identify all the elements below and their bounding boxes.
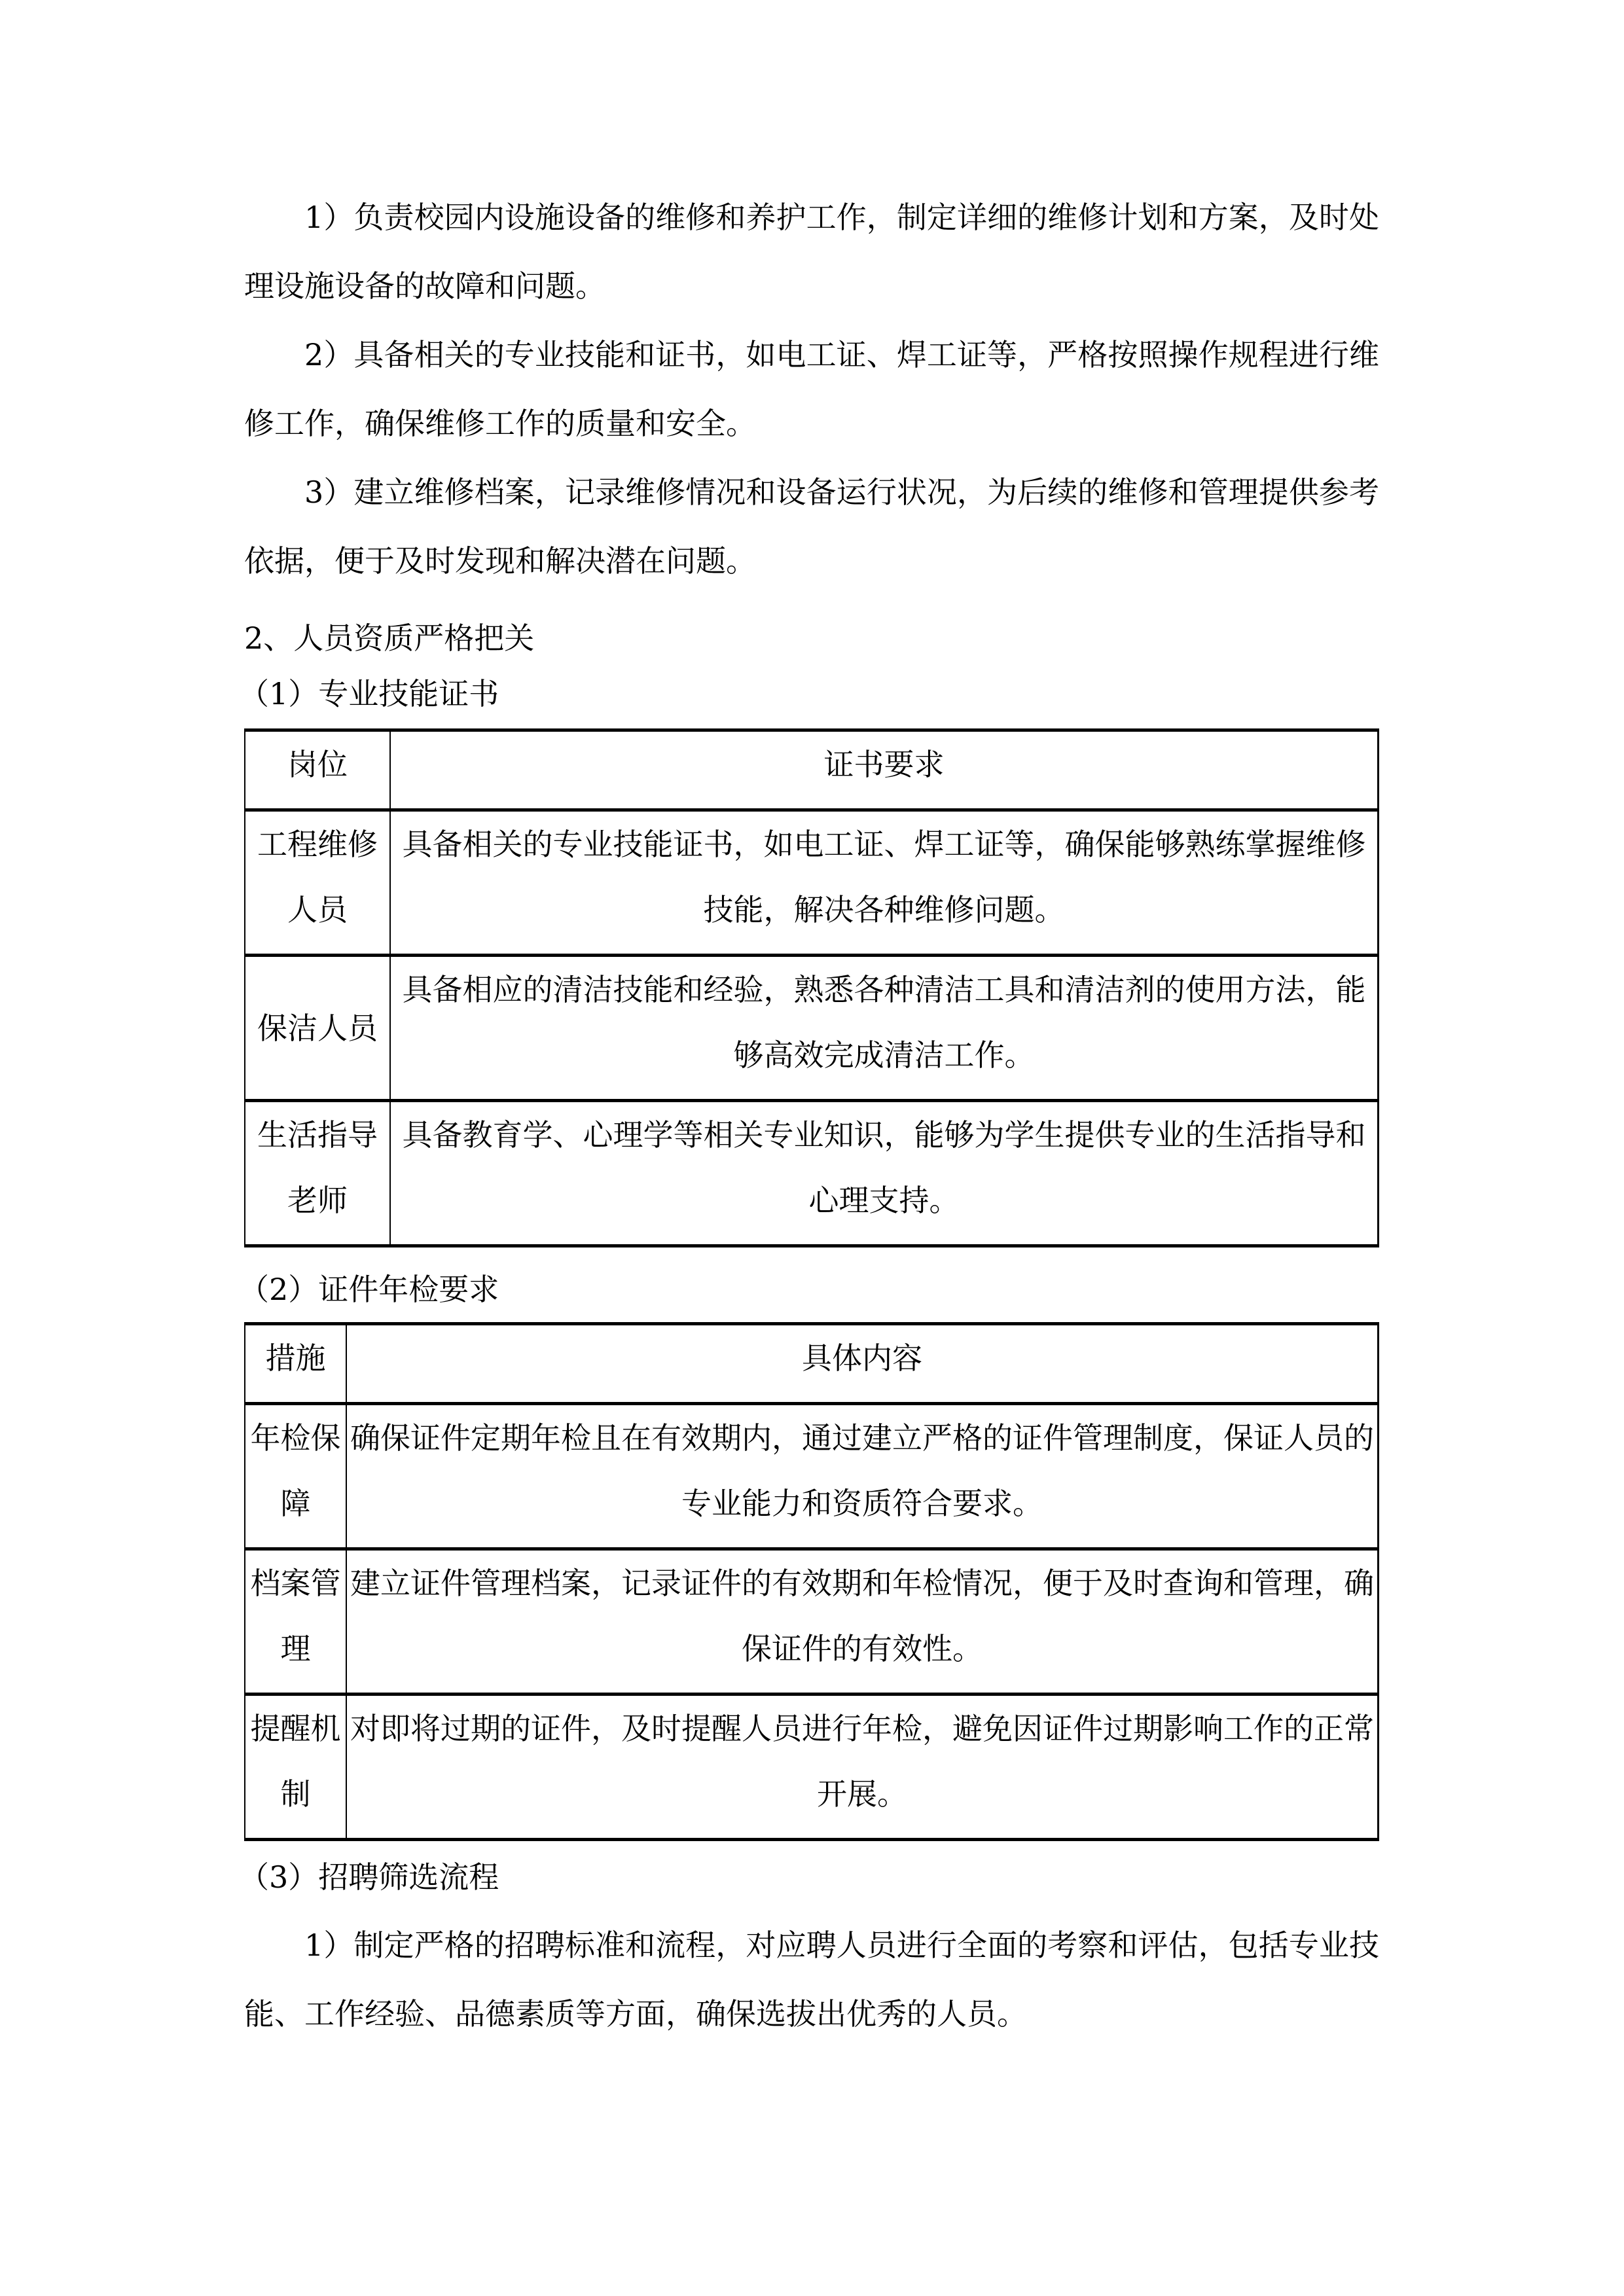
table-row: [245, 1695, 1379, 1840]
cell-requirement: 具备相应的清洁技能和经验，熟悉各种清洁工具和清洁剂的使用方法，能够高效完成清洁工作。: [390, 956, 1379, 1101]
table-row: [245, 1404, 1379, 1549]
cell-measure: 档案管理: [245, 1549, 346, 1695]
cell-requirement: 具备教育学、心理学等相关专业知识，能够为学生提供专业的生活指导和心理支持。: [390, 1101, 1379, 1246]
cell-role: 工程维修人员: [245, 810, 390, 956]
table-header-row: [245, 1324, 1379, 1404]
table-row: [245, 1549, 1379, 1695]
header-cell-content: 具体内容: [346, 1324, 1379, 1404]
subsection-title-annual-inspection: （2）证件年检要求: [239, 1272, 499, 1307]
header-cell-role: 岗位: [245, 730, 390, 810]
table-row: [245, 810, 1379, 956]
table-row: [245, 1101, 1379, 1246]
table-row: [245, 956, 1379, 1101]
certificates-table: [244, 728, 1379, 1247]
cell-role: 生活指导老师: [245, 1101, 390, 1246]
cell-content: 建立证件管理档案，记录证件的有效期和年检情况，便于及时查询和管理，确保证件的有效性。: [346, 1549, 1379, 1695]
header-cell-measure: 措施: [245, 1324, 346, 1404]
section-heading: 2、人员资质严格把关: [244, 620, 535, 656]
cell-measure: 提醒机制: [245, 1695, 346, 1840]
cell-content: 对即将过期的证件，及时提醒人员进行年检，避免因证件过期影响工作的正常开展。: [346, 1695, 1379, 1840]
cell-content: 确保证件定期年检且在有效期内，通过建立严格的证件管理制度，保证人员的专业能力和资质符合要求。: [346, 1404, 1379, 1549]
cell-role: 保洁人员: [245, 956, 390, 1101]
paragraph-maintenance-2: 2）具备相关的专业技能和证书，如电工证、焊工证等，严格按照操作规程进行维修工作，确保维修工作的质量和安全。: [244, 337, 1379, 441]
cell-requirement: 具备相关的专业技能证书，如电工证、焊工证等，确保能够熟练掌握维修技能，解决各种维修问题。: [390, 810, 1379, 956]
header-cell-requirement: 证书要求: [390, 730, 1379, 810]
subsection-title-recruitment: （3）招聘筛选流程: [239, 1859, 499, 1895]
annual-inspection-table: [244, 1322, 1379, 1841]
paragraph-maintenance-1: 1）负责校园内设施设备的维修和养护工作，制定详细的维修计划和方案，及时处理设施设备的故障和问题。: [244, 200, 1379, 304]
paragraph-recruitment-1: 1）制定严格的招聘标准和流程，对应聘人员进行全面的考察和评估，包括专业技能、工作经验、品德素质等方面，确保选拔出优秀的人员。: [244, 1928, 1379, 2032]
paragraph-maintenance-3: 3）建立维修档案，记录维修情况和设备运行状况，为后续的维修和管理提供参考依据，便于及时发现和解决潜在问题。: [244, 475, 1379, 579]
cell-measure: 年检保障: [245, 1404, 346, 1549]
subsection-title-certificates: （1）专业技能证书: [239, 676, 499, 711]
table-header-row: [245, 730, 1379, 810]
